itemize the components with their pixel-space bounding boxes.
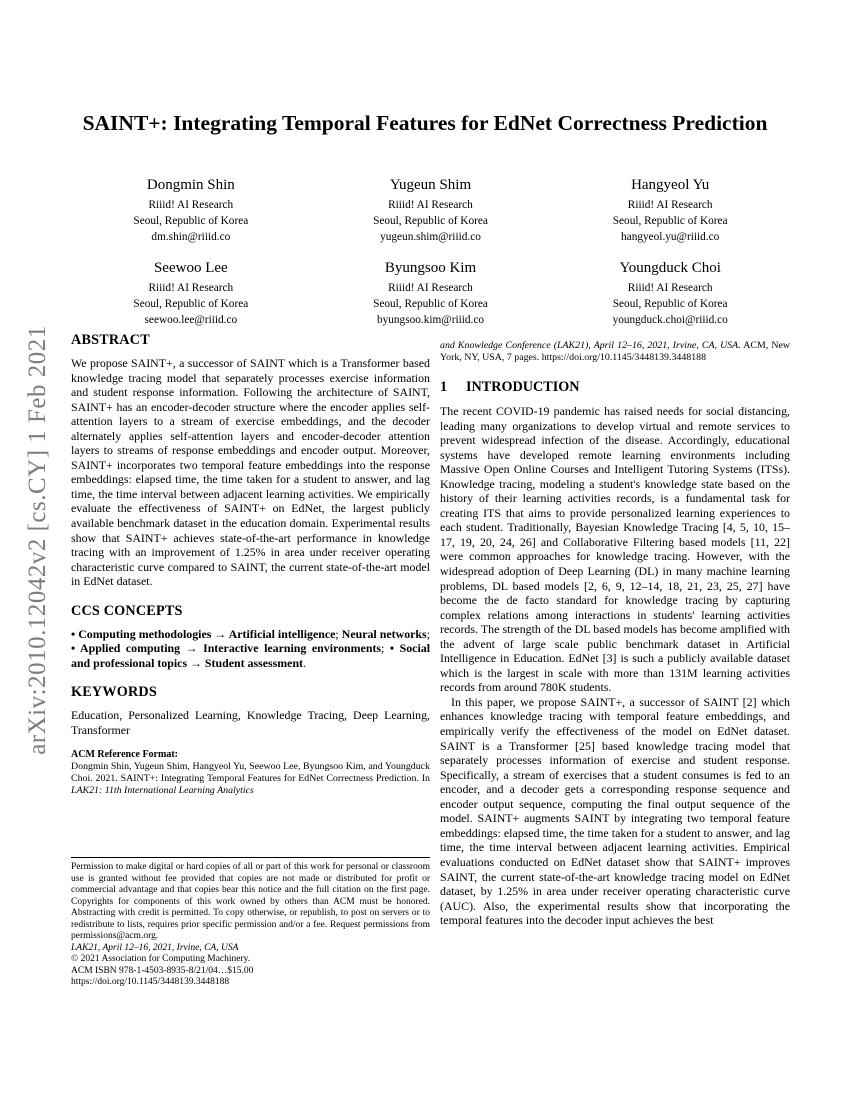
author-name: Seewoo Lee bbox=[153, 260, 228, 276]
ccs-concept: Neural networks bbox=[341, 626, 427, 641]
footnote-venue-text: LAK21, April 12–16, 2021, Irvine, CA, USA bbox=[71, 942, 239, 953]
abstract-text: We propose SAINT+, a successor of SAINT which is a Transformer based knowledge tracing model that separately processes exercise information and student response information. Following the architecture of SAINT, SAINT+ has an encoder-decoder structure where the encoder applies self-attention layers to a stream of exercise embeddings, and the decoder alternately applies self-attention layers and encoder-decoder attention layers to streams of response embeddings and encoder output. Moreover, SAINT+ incorporates two temporal feature embeddings into the response embeddings: elapsed time, the time taken for a student to answer, and lag time, the time interval between adjacent learning activities. We empirically evaluate the effectiveness of SAINT+ on EdNet, the largest publicly available benchmark dataset in the education domain. Experimental results show that SAINT+ achieves state-of-the-art performance in knowledge tracing with an improvement of 1.25% in area under receiver operating characteristic curve compared to SAINT, the current state-of-the-art model in EdNet dataset. bbox=[71, 356, 430, 589]
author-name: Dongmin Shin bbox=[146, 177, 235, 193]
ccs-concept: • Applied computing → Interactive learning environments bbox=[71, 641, 382, 656]
keywords-heading: KEYWORDS bbox=[71, 684, 157, 701]
section-title-text: INTRODUCTION bbox=[466, 379, 580, 395]
author-block bbox=[550, 259, 790, 328]
right-column bbox=[440, 337, 790, 928]
copyright-text: © 2021 Association for Computing Machinery. bbox=[71, 954, 251, 964]
footnote-block bbox=[71, 857, 430, 989]
acm-reference-citation: Dongmin Shin, Yugeun Shim, Hangyeol Yu, Seewoo Lee, Byungsoo Kim, and Youngduck Choi. 2021. SAINT+: Integrating Temporal Features for EdNet Correctness Prediction. In bbox=[71, 761, 430, 785]
author-name: Byungsoo Kim bbox=[384, 260, 477, 276]
footnote-venue bbox=[71, 943, 430, 955]
acm-reference-heading: ACM Reference Format: bbox=[71, 749, 178, 761]
author-affiliation: Riiid! AI Research bbox=[627, 199, 713, 211]
author-email: dm.shin@riiid.co bbox=[151, 231, 231, 243]
author-location: Seoul, Republic of Korea bbox=[133, 298, 249, 310]
acm-reference-venue-cont: and Knowledge Conference (LAK21), April 12–16, 2021, Irvine, CA, USA. bbox=[440, 340, 741, 351]
author-email: youngduck.choi@riiid.co bbox=[612, 314, 728, 326]
author-location: Seoul, Republic of Korea bbox=[612, 298, 728, 310]
author-name: Hangyeol Yu bbox=[631, 177, 710, 193]
ccs-separator: . bbox=[303, 655, 306, 670]
abstract-heading: ABSTRACT bbox=[71, 332, 150, 348]
permission-text: Permission to make digital or hard copies of all or part of this work for personal or classroom use is granted without fee provided that copies are not made or distributed for profit or commercial advantage and that copies bear this notice and the full citation on the first page. Copyrights for components of this work owned by others than ACM must be honored. Abstracting with credit is permitted. To copy otherwise, or republish, to post on servers or to redistribute to lists, requires prior specific permission and/or a fee. Request permissions from permissions@acm.org. bbox=[71, 862, 430, 941]
author-affiliation: Riiid! AI Research bbox=[148, 282, 234, 294]
ccs-separator: ; bbox=[381, 641, 390, 656]
author-block bbox=[71, 176, 311, 245]
introduction-paragraph-1: The recent COVID-19 pandemic has raised needs for social distancing, leading many organizations to develop virtual and remote services to prevent widespread infection of the disease. Accordingly, educational systems have developed remote learning environments including Massive Open Online Courses and Intelligent Tutoring Systems (ITSs). Knowledge tracing, modeling a student's knowledge state based on the history of their learning activities records, is a fundamental task for creating ITS that aims to provide personalized learning experiences to each student. Traditionally, Bayesian Knowledge Tracing [4, 5, 10, 15–17, 19, 20, 24, 26] and Collaborative Filtering based models [11, 22] were common approaches for knowledge tracing. However, with the widespread adoption of Deep Learning (DL) in many machine learning problems, DL based models [2, 6, 9, 12–14, 18, 21, 23, 25, 27] have become the de facto standard for knowledge tracing by capturing complex relations among interactions in students' learning activities records. The strength of the DL based models has become amplified with the advent of large scale public benchmark dataset in Artificial Intelligence in Education. EdNet [3] is such a publicly available dataset which is the largest in scale with more than 131M learning activities records from around 780K students. bbox=[440, 404, 790, 695]
ccs-separator: ; bbox=[426, 626, 430, 641]
author-affiliation: Riiid! AI Research bbox=[388, 199, 473, 211]
left-column bbox=[71, 332, 430, 797]
introduction-paragraph-2: In this paper, we propose SAINT+, a successor of SAINT [2] which enhances knowledge tracing with temporal feature embeddings, and empirically verify the effectiveness of the model on EdNet dataset. SAINT is a Transformer [25] based knowledge tracing model that separately processes information of exercise and student response. Specifically, a stream of exercises that a student consumes is fed to an encoder, and a decoder gets a corresponding response sequence and encoder output sequence, computing the final output sequence of the model. SAINT+ augments SAINT by integrating two temporal feature embeddings: elapsed time, the time taken for a student to answer, and lag time, the time interval between adjacent learning activities. Empirical evaluations conducted on EdNet dataset show that SAINT+ improves SAINT, the current state-of-the-art knowledge tracing model on EdNet dataset, by 1.25% in area under receiver operating characteristic curve (AUC). Also, the experimental results show that incorporating the temporal features into the decoder input achieves the best bbox=[440, 694, 790, 928]
acm-reference-text bbox=[71, 761, 430, 797]
doi-link[interactable]: https://doi.org/10.1145/3448139.3448188 bbox=[541, 352, 707, 363]
author-block bbox=[550, 176, 790, 245]
author-email: yugeun.shim@riiid.co bbox=[380, 231, 481, 243]
acm-reference-publisher: ACM, New York, NY, USA, 7 pages. bbox=[440, 340, 790, 363]
ccs-concept: • Social and professional topics → Student assessment bbox=[71, 641, 431, 670]
paper-title: SAINT+: Integrating Temporal Features for EdNet Correctness Prediction bbox=[82, 111, 768, 135]
author-block bbox=[311, 176, 551, 245]
author-location: Seoul, Republic of Korea bbox=[612, 215, 728, 227]
author-location: Seoul, Republic of Korea bbox=[373, 215, 488, 227]
author-name: Youngduck Choi bbox=[619, 260, 721, 276]
author-email: byungsoo.kim@riiid.co bbox=[376, 314, 485, 326]
introduction-heading bbox=[440, 379, 790, 396]
author-email: hangyeol.yu@riiid.co bbox=[621, 231, 720, 243]
author-affiliation: Riiid! AI Research bbox=[627, 282, 713, 294]
acm-reference-venue: LAK21: 11th International Learning Analytics bbox=[71, 785, 254, 797]
author-email: seewoo.lee@riiid.co bbox=[144, 314, 238, 326]
author-affiliation: Riiid! AI Research bbox=[148, 199, 234, 211]
ccs-heading: CCS CONCEPTS bbox=[71, 602, 183, 619]
footnote-rule bbox=[71, 857, 430, 858]
author-block bbox=[71, 259, 311, 328]
arxiv-watermark: arXiv:2010.12042v2 [cs.CY] 1 Feb 2021 bbox=[24, 325, 51, 755]
isbn-text: ACM ISBN 978-1-4503-8935-8/21/04…$15.00 bbox=[71, 965, 254, 976]
doi-link[interactable]: https://doi.org/10.1145/3448139.3448188 bbox=[71, 977, 230, 987]
acm-reference-continuation bbox=[440, 340, 790, 364]
author-block bbox=[311, 259, 551, 328]
author-location: Seoul, Republic of Korea bbox=[133, 215, 249, 227]
author-name: Yugeun Shim bbox=[389, 177, 472, 193]
ccs-text bbox=[71, 627, 430, 671]
section-number: 1 bbox=[440, 379, 448, 395]
ccs-separator: ; bbox=[335, 626, 342, 641]
author-grid bbox=[71, 176, 790, 328]
doi-line bbox=[71, 977, 430, 989]
keywords-text: Education, Personalized Learning, Knowledge Tracing, Deep Learning, Transformer bbox=[71, 708, 430, 737]
ccs-concept: • Computing methodologies → Artificial intelligence bbox=[71, 626, 336, 641]
author-location: Seoul, Republic of Korea bbox=[373, 298, 488, 310]
author-affiliation: Riiid! AI Research bbox=[388, 282, 473, 294]
